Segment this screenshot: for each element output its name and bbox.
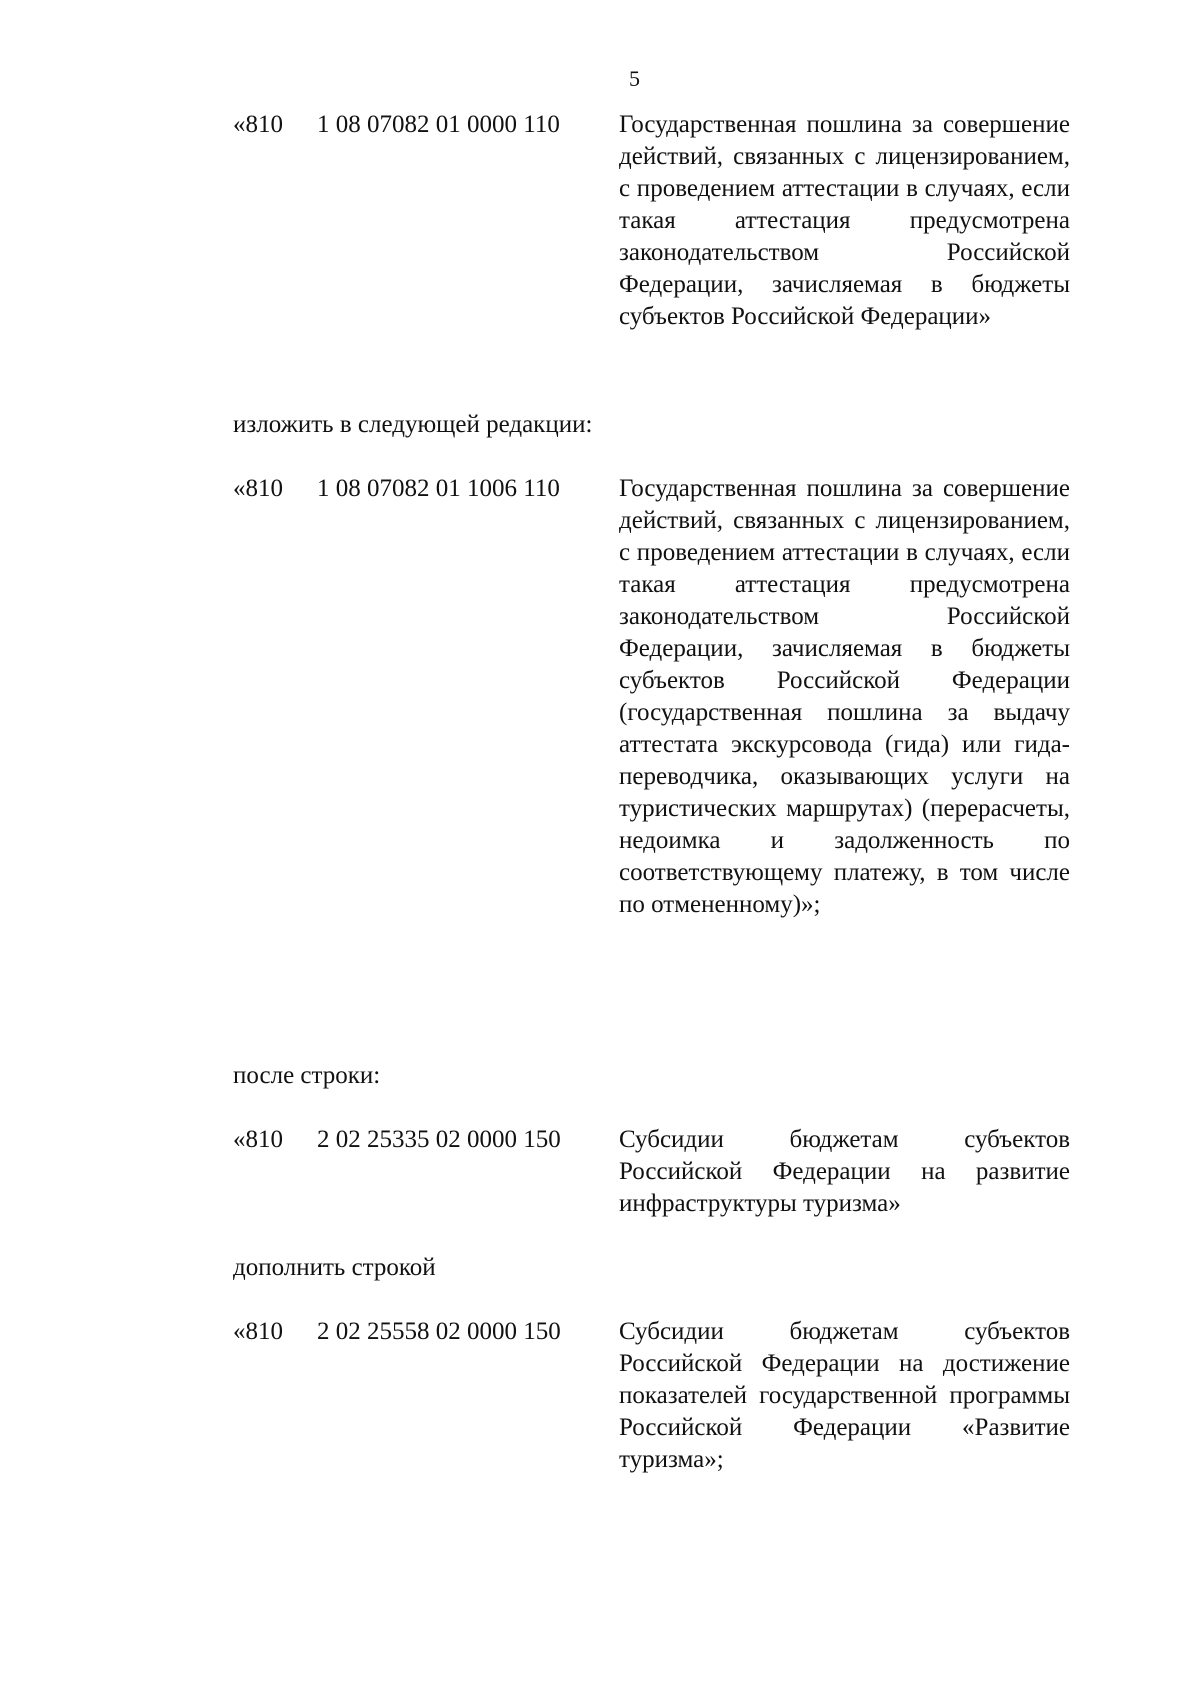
income-description: Субсидии бюджетам субъектов Российской Федерации на достижение показателей государственной программы Российской Федерации «Развитие туризма»; [619, 1318, 1070, 1473]
budget-code-row-old [233, 109, 1070, 333]
income-description: Государственная пошлина за совершение действий, связанных с лицензированием, с проведением аттестации в случаях, если такая аттестация предусмотрена законодательством Российской Федерации, зачисляемая в бюджеты субъектов Российской Федерации (государственная пошлина за выдачу аттестата экскурсовода (гида) или гида-переводчика, оказывающих услуги на туристических маршрутах) (перерасчеты, недоимка и задолженность по соответствующему платежу, в том числе по отмененному)»; [619, 475, 1070, 918]
instruction-text: после строки: [233, 1062, 381, 1089]
income-description: Государственная пошлина за совершение действий, связанных с лицензированием, с проведением аттестации в случаях, если такая аттестация предусмотрена законодательством Российской Федерации, зачисляемая в бюджеты субъектов Российской Федерации» [619, 111, 1070, 330]
admin-code: «810 [233, 475, 283, 502]
budget-code-row-reference [233, 1124, 1070, 1220]
instruction-text: дополнить строкой [233, 1254, 436, 1281]
budget-code-row-added [233, 1316, 1070, 1476]
admin-code: «810 [233, 1318, 283, 1345]
admin-code: «810 [233, 1126, 283, 1153]
budget-code-row-new [233, 473, 1070, 921]
budget-classification-code: 1 08 07082 01 0000 110 [317, 111, 560, 138]
admin-code: «810 [233, 111, 283, 138]
instruction-text: изложить в следующей редакции: [233, 411, 593, 438]
budget-classification-code: 2 02 25558 02 0000 150 [317, 1318, 561, 1345]
page-number: 5 [629, 66, 640, 91]
income-description: Субсидии бюджетам субъектов Российской Федерации на развитие инфраструктуры туризма» [619, 1126, 1070, 1217]
budget-classification-code: 2 02 25335 02 0000 150 [317, 1126, 561, 1153]
budget-classification-code: 1 08 07082 01 1006 110 [317, 475, 560, 502]
